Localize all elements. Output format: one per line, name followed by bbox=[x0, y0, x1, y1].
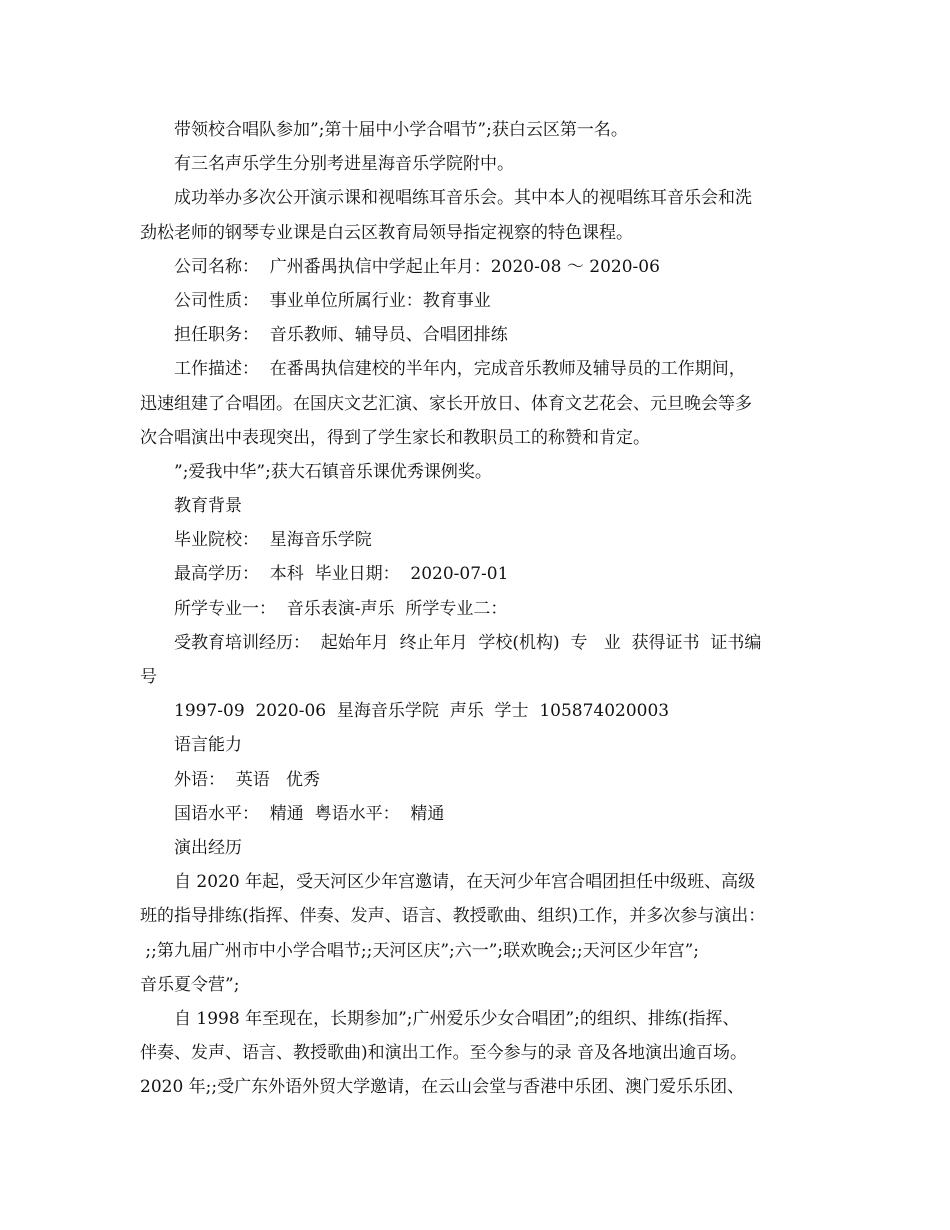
text-line: 次合唱演出中表现突出，得到了学生家长和教职员工的称赞和肯定。 bbox=[140, 427, 650, 448]
text-line: 带领校合唱队参加”;第十届中小学合唱节”;获白云区第一名。 bbox=[174, 120, 628, 140]
text-line: 成功举办多次公开演示课和视唱练耳音乐会。其中本人的视唱练耳音乐会和洗 bbox=[174, 188, 752, 209]
text-line: 最高学历： 本科 毕业日期： 2020-07-01 bbox=[174, 564, 509, 585]
text-line: 有三名声乐学生分别考进星海音乐学院附中。 bbox=[174, 154, 514, 175]
text-line: 演出经历 bbox=[174, 837, 242, 858]
text-line: 1997-09 2020-06 星海音乐学院 声乐 学士 105874020003 bbox=[174, 701, 670, 722]
text-line: ;;第九届广州市中小学合唱节;;天河区庆”;六一”;联欢晚会;;天河区少年宫”; bbox=[140, 940, 700, 961]
text-line: 伴奏、发声、语言、教授歌曲)和演出工作。至今参与的录 音及各地演出逾百场。 bbox=[140, 1043, 748, 1064]
text-line: 公司名称： 广州番禺执信中学起止年月：2020-08 ～ 2020-06 bbox=[174, 256, 660, 277]
text-line: 迅速组建了合唱团。在国庆文艺汇演、家长开放日、体育文艺花会、元旦晚会等多 bbox=[140, 393, 752, 414]
resume-text-block bbox=[140, 113, 812, 1104]
text-line: 受教育培训经历： 起始年月 终止年月 学校(机构) 专 业 获得证书 证书编 bbox=[174, 632, 762, 653]
text-line: 教育背景 bbox=[174, 496, 242, 517]
text-line: 号 bbox=[140, 667, 157, 687]
text-line: 国语水平： 精通 粤语水平： 精通 bbox=[174, 803, 445, 824]
text-line: 语言能力 bbox=[174, 735, 242, 756]
text-line: ”;爱我中华”;获大石镇音乐课优秀课例奖。 bbox=[174, 461, 492, 482]
text-line: 音乐夏令营”; bbox=[140, 974, 240, 995]
text-line: 所学专业一： 音乐表演-声乐 所学专业二： bbox=[174, 598, 508, 619]
text-line: 外语： 英语 优秀 bbox=[174, 769, 321, 790]
text-line: 班的指导排练(指挥、伴奏、发声、语言、教授歌曲、组织)工作，并多次参与演出： bbox=[140, 906, 766, 927]
text-line: 工作描述： 在番禺执信建校的半年内，完成音乐教师及辅导员的工作期间， bbox=[174, 359, 746, 380]
text-line: 自 1998 年至现在，长期参加”;广州爱乐少女合唱团”;的组织、排练(指挥、 bbox=[174, 1008, 740, 1029]
text-line: 担任职务： 音乐教师、辅导员、合唱团排练 bbox=[174, 325, 508, 346]
text-line: 劲松老师的钢琴专业课是白云区教育局领导指定视察的特色课程。 bbox=[140, 222, 633, 243]
text-line: 2020 年;;受广东外语外贸大学邀请，在云山会堂与香港中乐团、澳门爱乐乐团、 bbox=[140, 1077, 745, 1098]
text-line: 毕业院校： 星海音乐学院 bbox=[174, 530, 372, 551]
text-line: 公司性质： 事业单位所属行业：教育事业 bbox=[174, 290, 491, 311]
text-line: 自 2020 年起，受天河区少年宫邀请，在天河少年宫合唱团担任中级班、高级 bbox=[174, 872, 756, 893]
